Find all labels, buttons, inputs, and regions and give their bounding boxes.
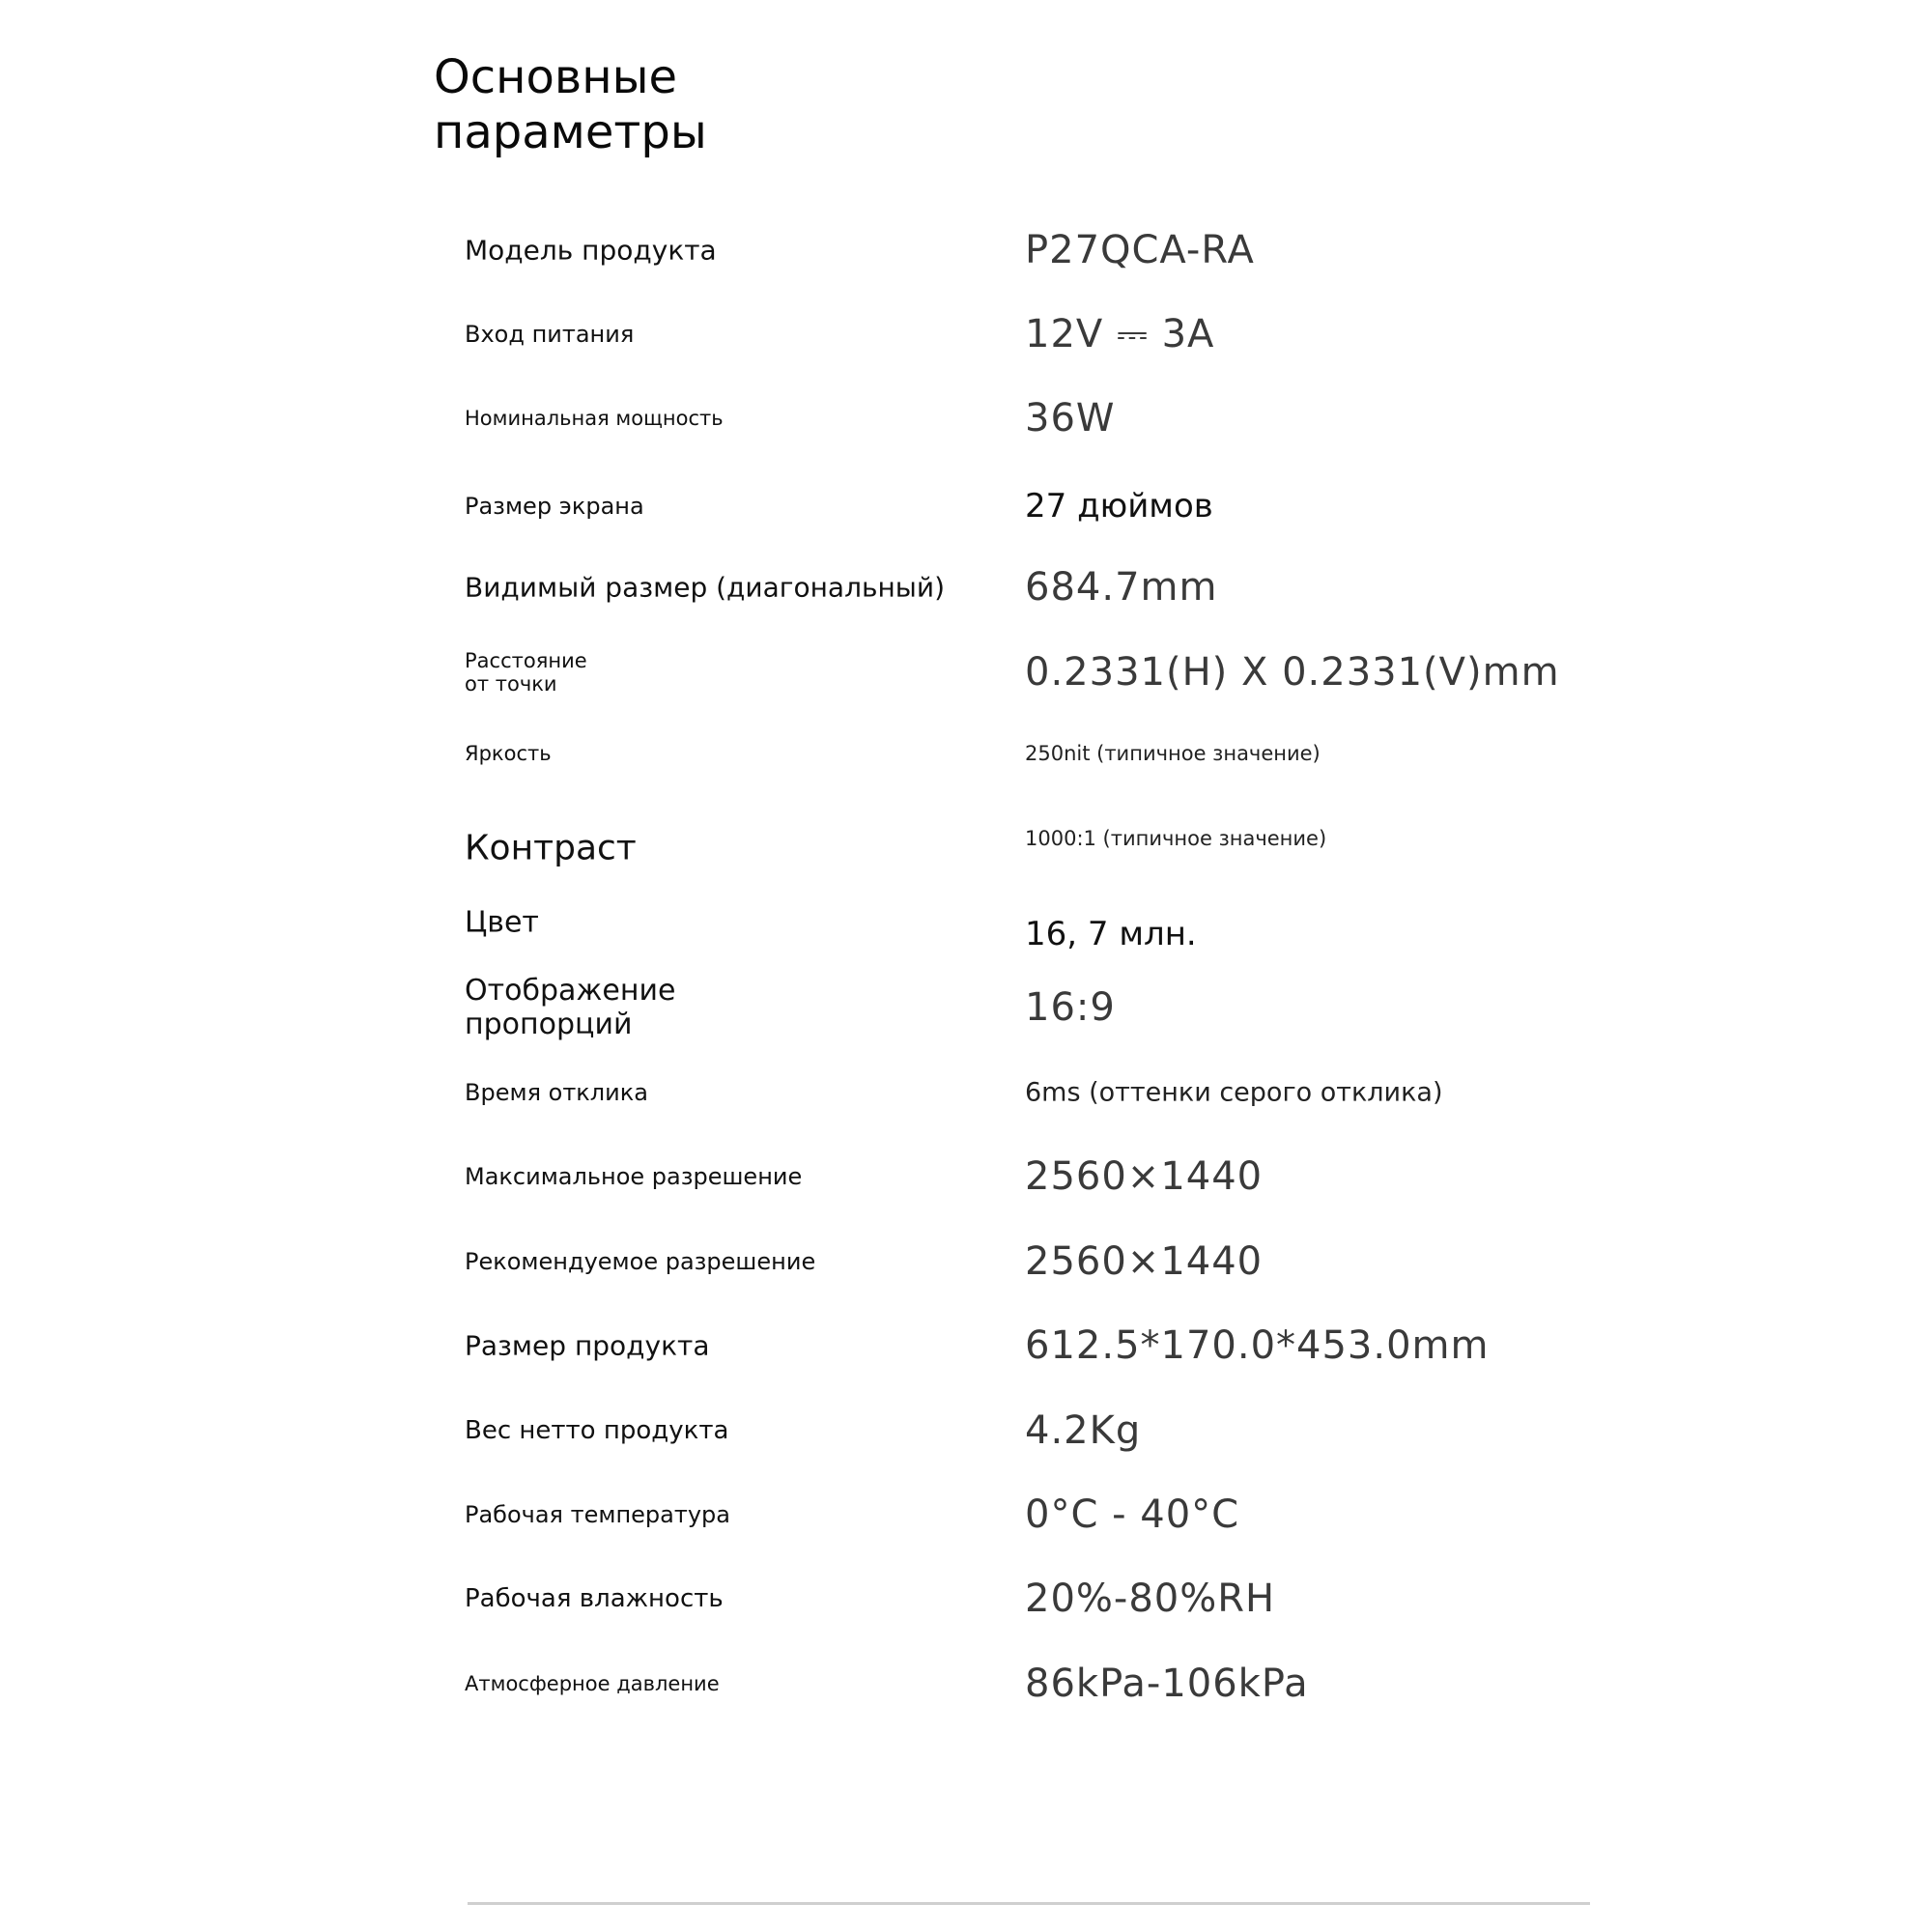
spec-value: P27QCA-RA	[1025, 228, 1255, 272]
spec-label: Размер экрана	[465, 493, 644, 520]
spec-label: Рабочая температура	[465, 1501, 730, 1528]
bottom-divider	[468, 1902, 1590, 1905]
spec-value: 0.2331(H) X 0.2331(V)mm	[1025, 650, 1560, 695]
spec-value: 12V ⎓ 3A	[1025, 312, 1215, 356]
spec-value: 86kPa-106kPa	[1025, 1662, 1309, 1706]
spec-value: 612.5*170.0*453.0mm	[1025, 1323, 1490, 1368]
spec-label: Атмосферное давление	[465, 1672, 720, 1695]
spec-label: Рабочая влажность	[465, 1584, 724, 1613]
spec-value: 16, 7 млн.	[1025, 915, 1197, 953]
spec-value: 2560×1440	[1025, 1239, 1264, 1284]
spec-value: 4.2Kg	[1025, 1408, 1142, 1453]
spec-label: Видимый размер (диагональный)	[465, 571, 946, 604]
spec-value: 250nit (типичное значение)	[1025, 742, 1321, 765]
spec-label-line1: Расстояние	[465, 649, 587, 672]
spec-label: Яркость	[465, 742, 552, 765]
spec-label	[465, 649, 587, 696]
spec-label: Размер продукта	[465, 1329, 710, 1362]
spec-value: 2560×1440	[1025, 1154, 1264, 1199]
spec-label: Модель продукта	[465, 234, 717, 267]
spec-value: 27 дюймов	[1025, 487, 1213, 526]
spec-value: 20%-80%RH	[1025, 1577, 1276, 1621]
page-title	[434, 50, 707, 160]
spec-label: Контраст	[465, 828, 637, 868]
spec-label-line2: от точки	[465, 672, 557, 696]
spec-value: 16:9	[1025, 985, 1116, 1030]
spec-label: Вход питания	[465, 321, 635, 348]
spec-label	[465, 974, 675, 1041]
spec-value: 684.7mm	[1025, 565, 1218, 610]
spec-label: Время отклика	[465, 1079, 648, 1106]
spec-value: 6ms (оттенки серого отклика)	[1025, 1077, 1443, 1108]
spec-value: 0°C - 40°C	[1025, 1492, 1240, 1537]
spec-label: Рекомендуемое разрешение	[465, 1248, 816, 1275]
spec-value: 36W	[1025, 396, 1116, 440]
spec-label: Цвет	[465, 905, 539, 940]
page-title-line2: параметры	[434, 105, 707, 159]
spec-label-line1: Отображение	[465, 974, 676, 1008]
page-title-line1: Основные	[434, 50, 678, 104]
spec-label: Максимальное разрешение	[465, 1163, 803, 1190]
spec-label: Номинальная мощность	[465, 407, 724, 430]
spec-label-line2: пропорций	[465, 1008, 633, 1041]
spec-label: Вес нетто продукта	[465, 1416, 729, 1445]
spec-value: 1000:1 (типичное значение)	[1025, 827, 1327, 850]
